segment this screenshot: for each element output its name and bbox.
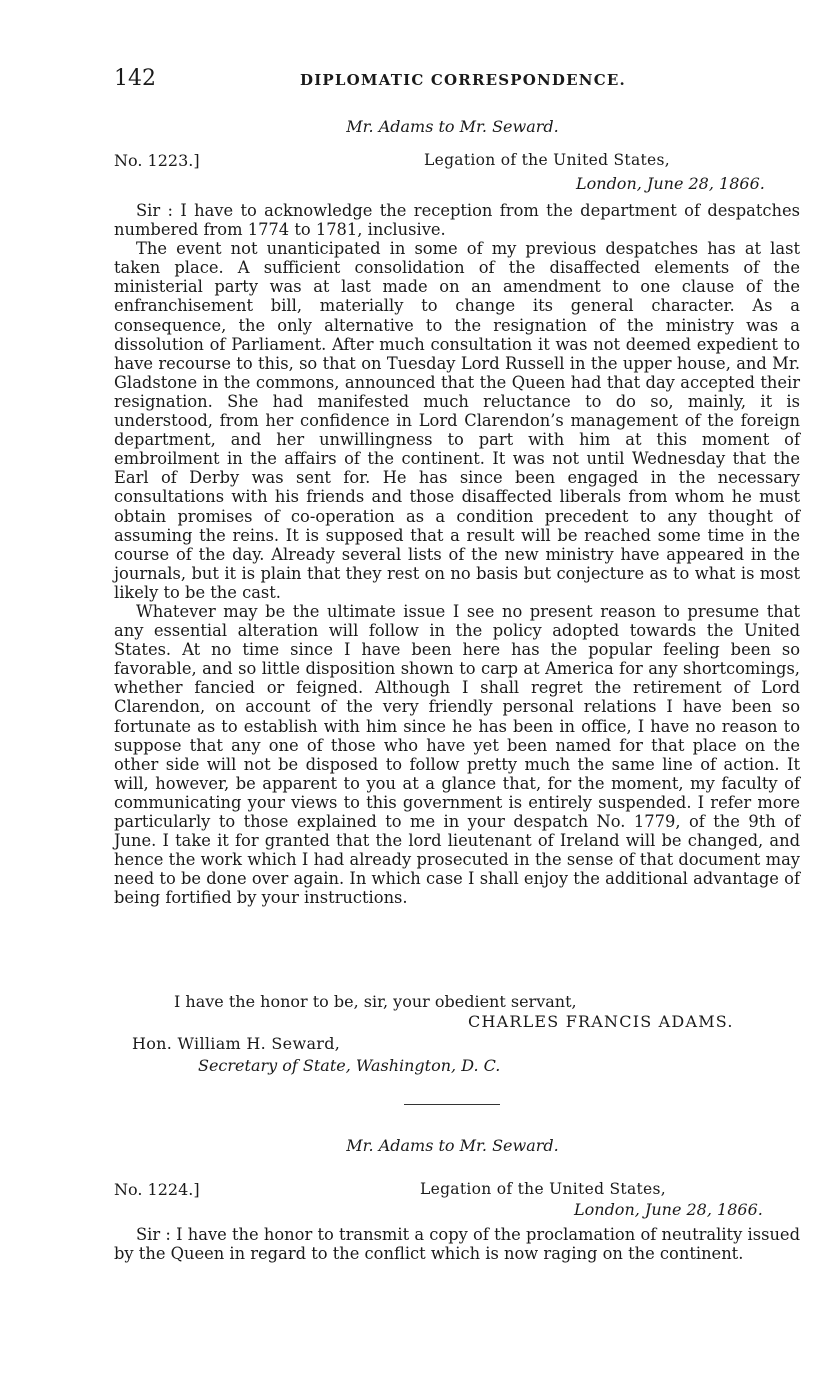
paragraph: Sir : I have to acknowledge the reception from the department of despatches numbered from 1774 to 1781, inclusive.	[114, 201, 800, 240]
signature: CHARLES FRANCIS ADAMS.	[468, 1012, 734, 1031]
legation-line: Legation of the United States,	[424, 151, 670, 169]
letter-title: Mr. Adams to Mr. Seward.	[346, 1136, 559, 1155]
section-divider	[404, 1104, 500, 1105]
letter-title: Mr. Adams to Mr. Seward.	[346, 117, 559, 136]
dateline: London, June 28, 1866.	[574, 1200, 763, 1219]
dateline: London, June 28, 1866.	[576, 174, 765, 193]
running-title: DIPLOMATIC CORRESPONDENCE.	[300, 71, 626, 89]
legation-line: Legation of the United States,	[420, 1180, 666, 1198]
letter-body	[114, 201, 800, 907]
paragraph: Whatever may be the ultimate issue I see no present reason to presume that any essential alteration will follow in the policy adopted towards the United States. At no time since I have been here has the popular feeling been so favorable, and so little disposition shown to carp at America for any shortcomings, whether fancied or feigned. Although I shall regret the retirement of Lord Clarendon, on account of the very friendly personal relations I have been so fortunate as to establish with him since he has been in office, I have no reason to suppose that any one of those who have yet been named for that place on the other side will not be disposed to follow pretty much the same line of action. It will, however, be apparent to you at a glance that, for the moment, my faculty of communicating your views to this government is entirely suspended. I refer more particularly to those explained to me in your despatch No. 1779, of the 9th of June. I take it for granted that the lord lieutenant of Ireland will be changed, and hence the work which I had already prosecuted in the sense of that document may need to be done over again. In which case I shall enjoy the additional advantage of being fortified by your instructions.	[114, 601, 800, 908]
page-number: 142	[114, 66, 156, 91]
addressee: Hon. William H. Seward,	[132, 1034, 341, 1053]
closing-line: I have the honor to be, sir, your obedient servant,	[174, 992, 577, 1011]
letter-body	[114, 1225, 800, 1263]
paragraph: The event not unanticipated in some of my previous despatches has at last taken place. A sufficient consolidation of the disaffected elements of the ministerial party was at last made on an amendment to one clause of the enfranchisement bill, materially to change its general character. As a consequence, the only alternative to the resignation of the ministry was a dissolution of Parliament. After much consultation it was not deemed expedient to have recourse to this, so that on Tuesday Lord Russell in the upper house, and Mr. Gladstone in the commons, announced that the Queen had that day accepted their resignation. She had manifested much reluctance to do so, mainly, it is understood, from her confidence in Lord Clarendon’s management of the foreign department, and her unwillingness to part with him at this moment of embroilment in the affairs of the continent. It was not until Wednesday that the Earl of Derby was sent for. He has since been engaged in the necessary consultations with his friends and those disaffected liberals from whom he must obtain promises of co-operation as a condition precedent to any thought of assuming the reins. It is supposed that a result will be reached some time in the course of the day. Already several lists of the new ministry have appeared in the journals, but it is plain that they rest on no basis but conjecture as to what is most likely to be the cast.	[114, 239, 800, 602]
paragraph: Sir : I have the honor to transmit a copy of the proclamation of neutrality issued by the Queen in regard to the conflict which is now raging on the continent.	[114, 1225, 800, 1264]
page-header	[114, 66, 804, 96]
letter-number: No. 1224.]	[114, 1180, 200, 1199]
addressee-title: Secretary of State, Washington, D. C.	[198, 1056, 501, 1075]
letter-number: No. 1223.]	[114, 151, 200, 170]
